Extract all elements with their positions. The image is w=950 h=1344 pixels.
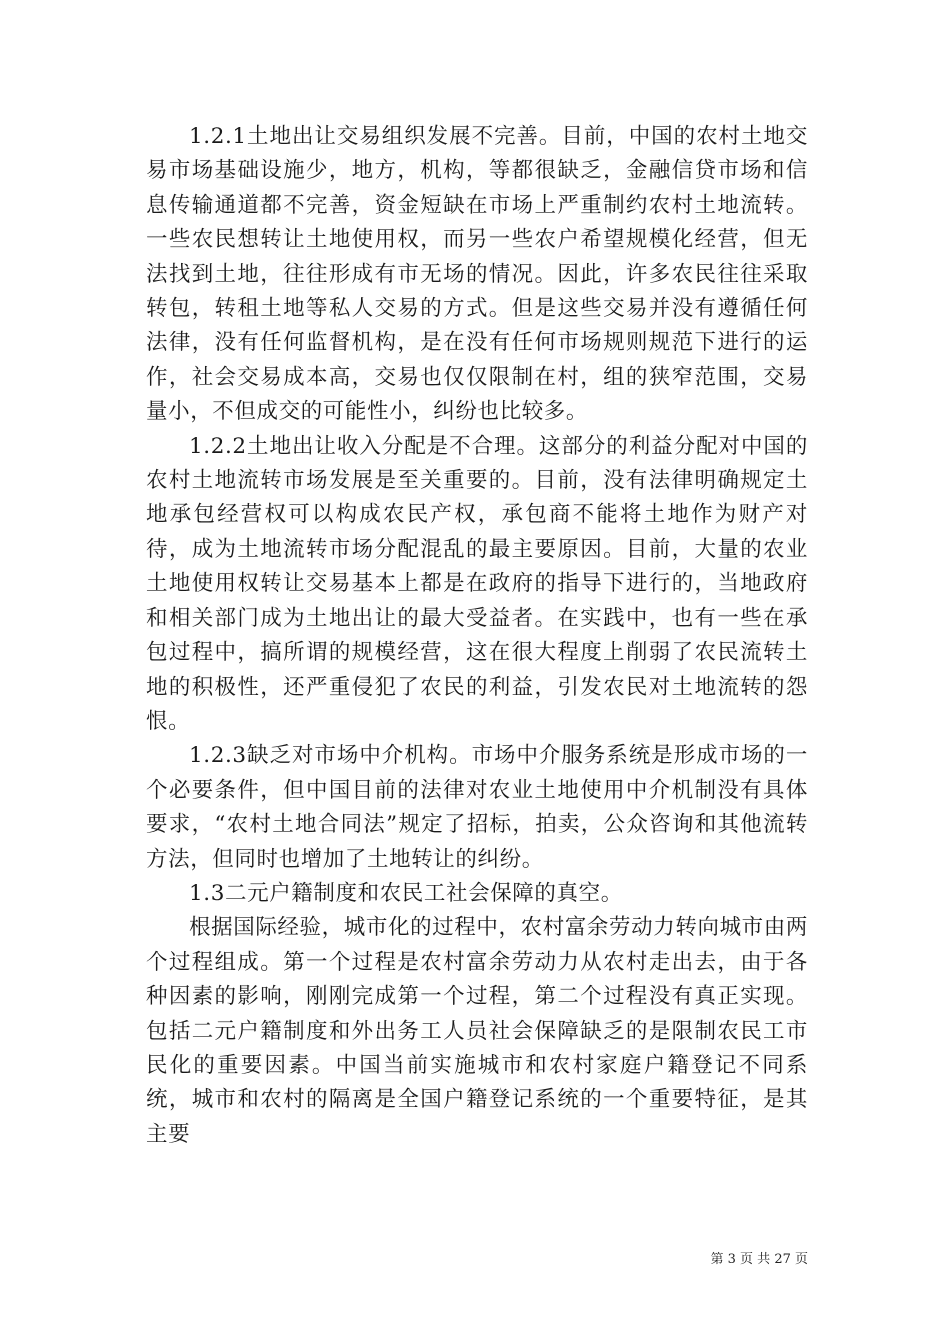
paragraph-1-2-2: 1.2.2土地出让收入分配是不合理。这部分的利益分配对中国的农村土地流转市场发展是至关重要的。目前，没有法律明确规定土地承包经营权可以构成农民产权，承包商不能将土地作为财产对待，成为土地流转市场分配混乱的最主要原因。目前，大量的农业土地使用权转让交易基本上都是在政府的指导下进行的，当地政府和相关部门成为土地出让的最大受益者。在实践中，也有一些在承包过程中，搞所谓的规模经营，这在很大程度上削弱了农民流转土地的积极性，还严重侵犯了农民的利益，引发农民对土地流转的怨恨。 [146, 433, 808, 734]
section-heading-1-3: 1.3二元户籍制度和农民工社会保障的真空。 [189, 880, 623, 906]
paragraph-1-2-3: 1.2.3缺乏对市场中介机构。市场中介服务系统是形成市场的一个必要条件，但中国目前的法律对农业土地使用中介机制没有具体要求，“农村土地合同法”规定了招标，拍卖，公众咨询和其他流转方法，但同时也增加了土地转让的纠纷。 [146, 743, 808, 872]
paragraph-1-2-1: 1.2.1土地出让交易组织发展不完善。目前，中国的农村土地交易市场基础设施少，地方，机构，等都很缺乏，金融信贷市场和信息传输通道都不完善，资金短缺在市场上严重制约农村土地流转。一些农民想转让土地使用权，而另一些农户希望规模化经营，但无法找到土地，往往形成有市无场的情况。因此，许多农民往往采取转包，转租土地等私人交易的方式。但是这些交易并没有遵循任何法律，没有任何监督机构，是在没有任何市场规则规范下进行的运作，社会交易成本高，交易也仅仅限制在村，组的狭窄范围，交易量小，不但成交的可能性小，纠纷也比较多。 [146, 124, 808, 425]
document-body [146, 120, 808, 1152]
paragraph-international-experience: 根据国际经验，城市化的过程中，农村富余劳动力转向城市由两个过程组成。第一个过程是农村富余劳动力从农村走出去，由于各种因素的影响，刚刚完成第一个过程，第二个过程没有真正实现。包括二元户籍制度和外出务工人员社会保障缺乏的是限制农民工市民化的重要因素。中国当前实施城市和农村家庭户籍登记不同系统，城市和农村的隔离是全国户籍登记系统的一个重要特征，是其主要 [146, 915, 808, 1147]
page-number-footer: 第 3 页 共 27 页 [710, 1252, 808, 1267]
